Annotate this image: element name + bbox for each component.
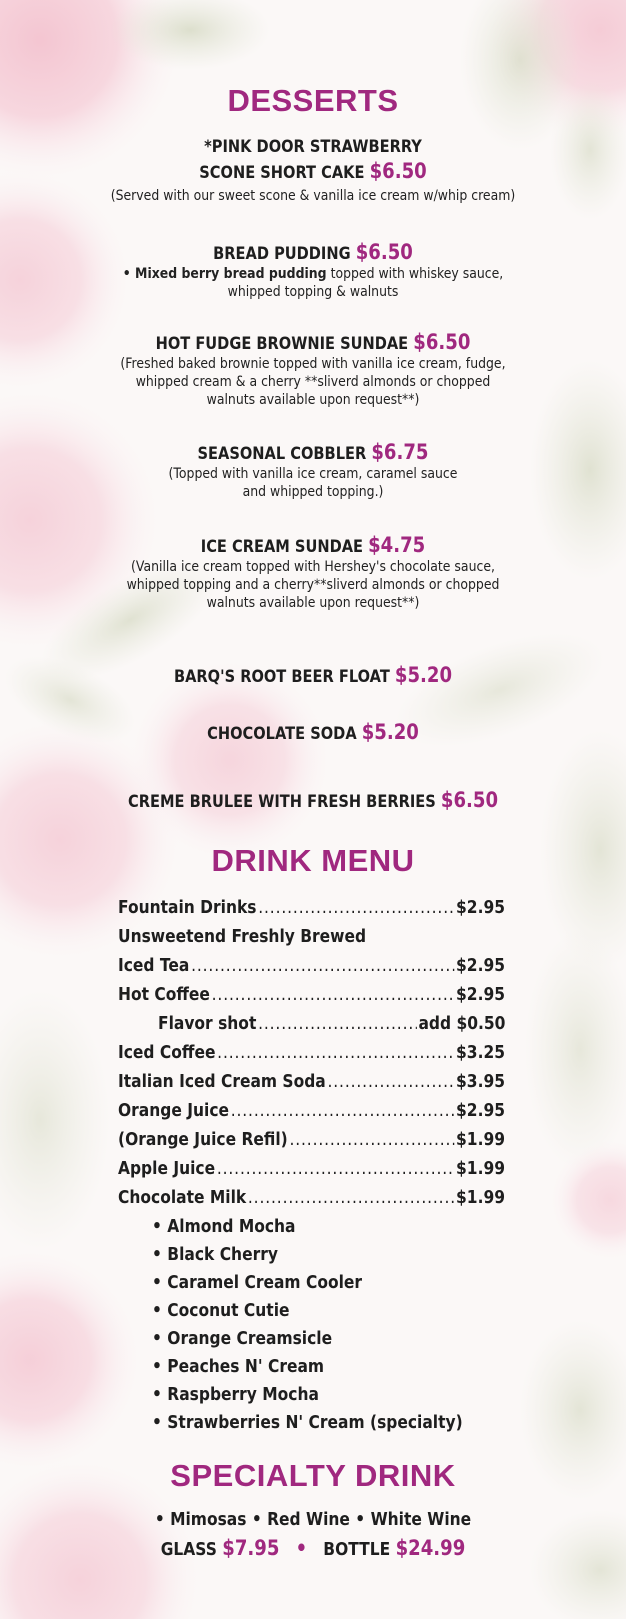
drink-name: Hot Coffee: [118, 984, 210, 1005]
dot-leader: [231, 1096, 455, 1125]
dessert-row: [44, 720, 582, 746]
dessert-price: $6.50: [413, 330, 471, 354]
drink-price: $1.99: [456, 1187, 505, 1208]
drink-name: Iced Coffee: [118, 1042, 216, 1063]
bottle-label: BOTTLE: [323, 1539, 391, 1560]
dessert-name: SEASONAL COBBLER: [197, 444, 367, 464]
dessert-name: CREME BRULEE WITH FRESH BERRIES: [127, 792, 436, 812]
dot-leader: [327, 1067, 454, 1096]
dessert-description: whipped topping and a cherry**sliverd almonds or chopped: [126, 577, 500, 593]
dessert-name: BARQ'S ROOT BEER FLOAT: [173, 667, 390, 687]
dessert-description: whipped topping & walnuts: [227, 284, 399, 300]
drink-row: [118, 980, 505, 1009]
drink-name: Apple Juice: [118, 1158, 216, 1179]
flavor-item: • Strawberries N' Cream (specialty): [152, 1412, 463, 1433]
drink-name: Iced Tea: [118, 955, 190, 976]
drink-row: [118, 1183, 505, 1212]
dessert-price: $6.75: [371, 440, 429, 464]
drink-name: Fountain Drinks: [118, 897, 257, 918]
dessert-description: [44, 265, 582, 283]
flavor-item: • Black Cherry: [152, 1244, 278, 1265]
dot-leader: [248, 1183, 454, 1212]
dessert-description: and whipped topping.): [242, 484, 384, 500]
drink-price: $3.95: [456, 1071, 505, 1092]
dessert-row: [44, 240, 582, 266]
dessert-description-bold: • Mixed berry bread pudding: [122, 266, 327, 282]
drink-name: (Orange Juice Refil): [118, 1129, 288, 1150]
dessert-row: [44, 533, 582, 559]
dessert-row: [44, 330, 582, 356]
drink-price: $2.95: [456, 897, 505, 918]
drink-name: Italian Iced Cream Soda: [118, 1071, 326, 1092]
dessert-price: $6.50: [355, 240, 413, 264]
dessert-name: ICE CREAM SUNDAE: [200, 537, 364, 557]
dessert-description: walnuts available upon request**): [206, 595, 420, 611]
drink-row: [118, 1067, 505, 1096]
dessert-description-rest: topped with whiskey sauce,: [326, 266, 504, 282]
drink-name: Flavor shot: [158, 1013, 257, 1034]
drink-row: [118, 1154, 505, 1183]
dessert-price: $6.50: [369, 159, 427, 183]
flavor-item: • Raspberry Mocha: [152, 1384, 319, 1405]
drink-row: [118, 1038, 505, 1067]
drink-price: add $0.50: [418, 1013, 506, 1034]
drink-price: $1.99: [456, 1158, 505, 1179]
specialty-prices: [44, 1534, 582, 1564]
drink-price: $1.99: [456, 1129, 505, 1150]
dessert-name: SCONE SHORT CAKE: [199, 163, 365, 183]
glass-price: $7.95: [222, 1536, 280, 1560]
drink-price: $2.95: [456, 984, 505, 1005]
flavor-item: • Peaches N' Cream: [152, 1356, 325, 1377]
desserts-title: DESSERTS: [227, 83, 399, 118]
drink-price: $2.95: [456, 955, 505, 976]
drink-name: Orange Juice: [118, 1100, 229, 1121]
dot-leader: [217, 1038, 454, 1067]
specialty-items: • Mimosas • Red Wine • White Wine: [154, 1509, 472, 1530]
drink-row: [158, 1009, 505, 1038]
drink-menu-title: DRINK MENU: [211, 843, 415, 878]
dessert-name: CHOCOLATE SODA: [207, 724, 357, 744]
glass-label: GLASS: [160, 1539, 217, 1560]
dot-leader: [217, 1154, 454, 1183]
dessert-description: (Freshed baked brownie topped with vanilla ice cream, fudge,: [120, 356, 506, 372]
dessert-price: $6.50: [440, 788, 499, 812]
dot-leader: [289, 1125, 454, 1154]
dessert-description: whipped cream & a cherry **sliverd almonds or chopped: [135, 374, 491, 390]
drink-name: Chocolate Milk: [118, 1187, 247, 1208]
dessert-name-line2: [44, 159, 582, 185]
dessert-price: $5.20: [361, 720, 419, 744]
dessert-description: (Vanilla ice cream topped with Hershey's chocolate sauce,: [131, 559, 495, 575]
dot-leader: [212, 980, 455, 1009]
drink-price: $2.95: [456, 1100, 505, 1121]
dessert-row: [44, 440, 582, 466]
specialty-drink-title: SPECIALTY DRINK: [170, 1458, 456, 1493]
dessert-name: *PINK DOOR STRAWBERRY: [204, 137, 422, 157]
bottle-price: $24.99: [395, 1536, 466, 1560]
flavor-item: • Orange Creamsicle: [152, 1328, 333, 1349]
dot-leader: [258, 1009, 417, 1038]
dessert-description: walnuts available upon request**): [206, 392, 420, 408]
flavor-item: • Caramel Cream Cooler: [152, 1272, 363, 1293]
drink-row: [118, 1096, 505, 1125]
drink-row: [118, 893, 505, 922]
flavor-item: • Almond Mocha: [152, 1216, 296, 1237]
drink-row: [118, 951, 505, 980]
dessert-price: $4.75: [368, 533, 426, 557]
price-separator: •: [295, 1536, 308, 1560]
dessert-row: [44, 663, 582, 689]
drink-price: $3.25: [456, 1042, 505, 1063]
dessert-description: (Served with our sweet scone & vanilla ice cream w/whip cream): [110, 188, 516, 204]
dessert-description: (Topped with vanilla ice cream, caramel sauce: [168, 466, 458, 482]
dessert-price: $5.20: [394, 663, 453, 687]
dessert-name: HOT FUDGE BROWNIE SUNDAE: [155, 334, 409, 354]
dessert-row: [44, 788, 582, 814]
drink-name: Unsweetend Freshly Brewed: [118, 926, 367, 947]
flavor-item: • Coconut Cutie: [152, 1300, 290, 1321]
dessert-name: BREAD PUDDING: [213, 244, 351, 264]
dot-leader: [191, 951, 454, 980]
drink-row: [118, 1125, 505, 1154]
dot-leader: [258, 893, 454, 922]
